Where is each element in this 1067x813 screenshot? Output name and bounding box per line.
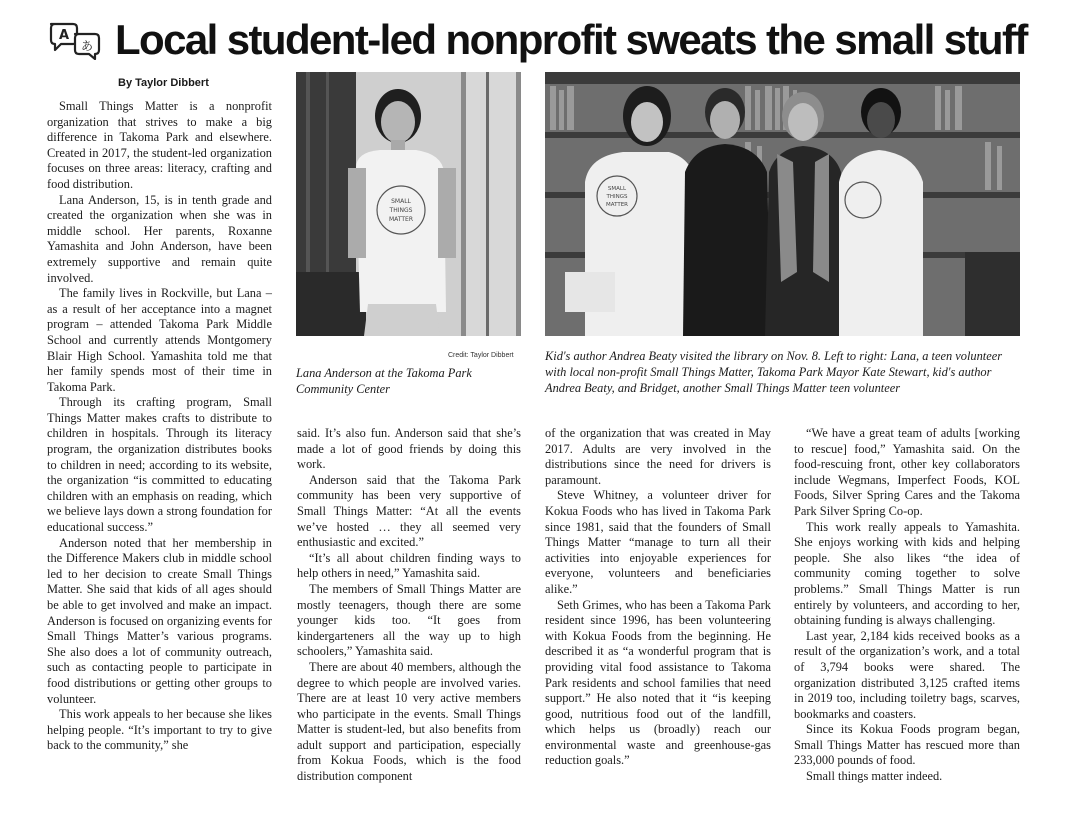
paragraph: of the organization that was created in May 2017. Adults are very involved in the distributions since the need for drivers is paramount. [545, 426, 771, 487]
shirt-text: MATTER [389, 216, 413, 223]
shirt-text: THINGS [389, 207, 413, 214]
paragraph: This work really appeals to Yamashita. She enjoys working with kids and helping people. She also likes “the idea of community coming together to solve problems.” Small Things Matter is run entirely by volunteers, and according to her, obtaining funding is always challenging. [794, 519, 1020, 628]
article-column-1 [47, 99, 272, 754]
headline: Local student-led nonprofit sweats the small stuff [115, 16, 1027, 63]
paragraph: “It’s all about children finding ways to help others in need,” Yamashita said. [297, 550, 521, 581]
paragraph: “We have a great team of adults [working to rescue] food,” Yamashita said. On the food-rescuing front, other key collaborators include Wegmans, Imperfect Foods, KOL Foods, Silver Spring Cares and the Takoma Park Silver Spring Co-op. [794, 426, 1020, 518]
shirt-text: THINGS [606, 194, 628, 200]
article-column-3 [545, 426, 771, 769]
paragraph: Since its Kokua Foods program began, Small Things Matter has rescued more than 233,000 pounds of food. [794, 722, 1020, 768]
paragraph: Last year, 2,184 kids received books as a result of the organization’s work, and a total of 3,794 books were shared. The organization distributed 3,125 crafted items in 2019 too, including toiletry bags, scarves, bookmarks and coasters. [794, 628, 1020, 721]
paragraph: said. It’s also fun. Anderson said that she’s made a lot of good friends by doing this work. [297, 426, 521, 472]
paragraph: The members of Small Things Matter are mostly teenagers, though there are some younger kids too. “It goes from kindergarteners all the way up to high schoolers,” Yamashita said. [297, 581, 521, 659]
paragraph: The family lives in Rockville, but Lana – as a result of her acceptance into a magnet program – attended Takoma Park Middle School and currently attends Montgomery Blair High School. Yamashita told me that her family spends most of their time in Takoma Park. [47, 286, 272, 394]
translate-icon [47, 20, 103, 60]
paragraph: Through its crafting program, Small Things Matter makes crafts to distribute to children in hospitals. Through its literacy program, the organization distributes books to children in need; according to its website, the organization “is committed to educating children with an emphasis on reading, which we believe lays down a strong foundation for educational success.” [47, 395, 272, 535]
article-column-2 [297, 426, 521, 785]
photo-credit: Credit: Taylor Dibbert [448, 352, 514, 359]
photo-library-visit [545, 72, 1020, 336]
photo-caption-1: Lana Anderson at the Takoma Park Community Center [296, 366, 472, 396]
paragraph: Lana Anderson, 15, is in tenth grade and created the organization when she was in middle school. Her parents, Roxanne Yamashita and John Anderson, have been extremely supportive and remain quite involved. [47, 192, 272, 285]
svg-text:A: A [58, 28, 70, 43]
paragraph: Small Things Matter is a nonprofit organization that strives to make a big difference in Takoma Park and elsewhere. Created in 2017, the student-led organization focuses on three areas: literacy, crafting and food distribution. [47, 99, 272, 191]
photo-lana-anderson [296, 72, 521, 336]
shirt-text: SMALL [391, 198, 411, 205]
paragraph: Anderson noted that her membership in the Difference Makers club in middle school led to her decision to create Small Things Matter. She said that kids of all ages should be able to get involved and make an impact. Anderson is focused on organizing events for Small Things Matter’s various programs. She also does a lot of community outreach, such as contacting people to participate in food distributions or getting other groups to volunteer. [47, 535, 272, 706]
byline: By Taylor Dibbert [118, 77, 209, 89]
paragraph: This work appeals to her because she likes helping people. “It’s important to try to give back to the community,” she [47, 707, 272, 753]
paragraph: Small things matter indeed. [806, 769, 943, 784]
shirt-text: SMALL [607, 186, 627, 192]
photo-caption-2: Kid's author Andrea Beaty visited the library on Nov. 8. Left to right: Lana, a teen volunteer with local non-profit Small Things Matter, Takoma Park Mayor Kate Stewart, kid's author Andrea Beaty, and Bridget, another Small Things Matter teen volunteer [545, 349, 1003, 395]
svg-text:あ: あ [80, 39, 94, 53]
paragraph: Seth Grimes, who has been a Takoma Park resident since 1996, has been volunteering with Kokua Foods from the beginning. He described it as “a wonderful program that is providing vital food assistance to Takoma Park residents and school families that need support.” He also noted that it “is keeping good, nutritious food out of the landfill, which helps us (broadly) reach our environmental waste and greenhouse-gas reduction goals.” [545, 597, 771, 768]
paragraph: Anderson said that the Takoma Park community has been very supportive of Small Things Matter: “At all the events we’ve hosted … they all seemed very enthusiastic and excited.” [297, 472, 521, 550]
paragraph: There are about 40 members, although the degree to which people are involved varies. There are at least 10 very active members who participate in the events. Small Things Matter is student-led, but also benefits from adult support and participation, especially from Kokua Foods, which is the food distribution component [297, 659, 521, 784]
shirt-text: MATTER [606, 202, 628, 208]
paragraph: Steve Whitney, a volunteer driver for Kokua Foods who has lived in Takoma Park since 1981, said that the founders of Small Things Matter “manage to turn all their activities into enjoyable experiences for everyone, volunteers and beneficiaries alike.” [545, 488, 771, 596]
article-column-4 [794, 426, 1020, 785]
